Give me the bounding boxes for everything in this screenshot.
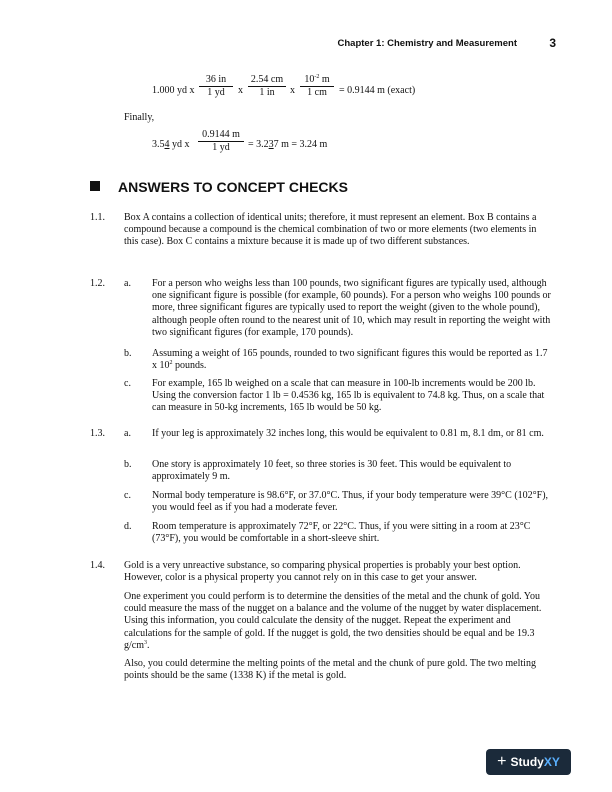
logo-name-a: Study bbox=[510, 755, 544, 769]
eq1-fraction-2-denominator: 1 in bbox=[259, 87, 275, 98]
chapter-title: Chapter 1: Chemistry and Measurement bbox=[337, 38, 517, 49]
eq2-lead-c: yd x bbox=[169, 139, 190, 150]
part-text: For example, 165 lb weighed on a scale that can measure in 100-lb increments would be 200 lb. Using the conversion factor 1 lb = 0.4536 kg, 165 lb is equivalent to 74.8 kg. Thus, on a scale that can measure in 50-kg increments, 165 lb would be 50 kg. bbox=[152, 378, 545, 414]
eq1-fraction-3-denominator: 1 cm bbox=[307, 87, 327, 98]
eq2-fraction-denominator: 1 yd bbox=[212, 142, 230, 153]
eq1-f3-unit: m bbox=[319, 74, 330, 85]
part-letter: b. bbox=[124, 348, 132, 359]
plus-icon: + bbox=[497, 753, 507, 770]
part-text-post: pounds. bbox=[172, 360, 207, 372]
eq1-f3-base: 10 bbox=[304, 74, 315, 85]
part-text: If your leg is approximately 32 inches long, this would be equivalent to 0.81 m, 8.1 dm, or 81 cm. bbox=[152, 428, 544, 439]
part-text-pre: Assuming a weight of 165 pounds, rounded to two significant figures this would be reported as 1.7 x 10 bbox=[152, 348, 548, 372]
part-text: Normal body temperature is 98.6°F, or 37.0°C. Thus, if your body temperature were 39°C (102°F), you would feel as if you had a moderate fever. bbox=[152, 490, 549, 514]
eq2-result-uncertain-digit: 3 bbox=[268, 139, 274, 150]
part-text bbox=[152, 348, 552, 372]
eq1-fraction-1-denominator: 1 yd bbox=[207, 87, 225, 98]
part-text: For a person who weighs less than 100 pounds, two significant figures are typically used, although one significant figure is possible (for example, 60 pounds). For a person who weighs 100 pounds or more, three significant figures are typically used to report the weight (given to the whole pound), although people often round to the nearest unit of 10, which may result in reporting the weight with two significant figures (for example, 170 pounds). bbox=[152, 278, 551, 338]
part-letter: c. bbox=[124, 378, 131, 389]
eq1-fraction-3 bbox=[300, 74, 334, 99]
eq1-f3-exponent: -2 bbox=[314, 74, 320, 80]
part-letter: b. bbox=[124, 459, 132, 470]
eq1-times-2: x bbox=[290, 85, 295, 96]
answer-number: 1.3. bbox=[90, 428, 105, 439]
part-letter: d. bbox=[124, 521, 132, 532]
eq1-fraction-1-numerator: 36 in bbox=[199, 74, 233, 87]
eq1-fraction-2-numerator: 2.54 cm bbox=[248, 74, 286, 87]
part-letter: a. bbox=[124, 278, 131, 289]
section-heading: ANSWERS TO CONCEPT CHECKS bbox=[118, 179, 348, 195]
eq1-fraction-1 bbox=[199, 74, 233, 99]
answer-number: 1.2. bbox=[90, 278, 105, 289]
eq1-result: = 0.9144 m (exact) bbox=[339, 85, 416, 96]
eq2-lead bbox=[152, 139, 190, 151]
paragraph-2-post: . bbox=[147, 639, 150, 651]
part-text: Room temperature is approximately 72°F, or 22°C. Thus, if you were sitting in a room at 23°C (73°F), you would be comfortable in a short-sleeve shirt. bbox=[152, 521, 531, 545]
eq1-lead: 1.000 yd x bbox=[152, 85, 195, 96]
answer-paragraph-3: Also, you could determine the melting points of the metal and the chunk of pure gold. The two melting points should be the same (1338 K) if the metal is gold. bbox=[124, 658, 536, 682]
page-number: 3 bbox=[549, 36, 556, 50]
studyxy-logo[interactable] bbox=[486, 749, 571, 775]
finally-label: Finally, bbox=[124, 112, 155, 123]
part-letter: c. bbox=[124, 490, 131, 501]
answer-text: Box A contains a collection of identical units; therefore, it must represent an element. Box B contains a compound because a compound is the chemical combination of two or more elements (two elements in this case). Box C contains a mixture because it is made up of two different substances. bbox=[124, 212, 537, 248]
eq1-times-1: x bbox=[238, 85, 243, 96]
eq2-result bbox=[248, 139, 327, 151]
eq1-fraction-3-numerator bbox=[300, 74, 334, 87]
eq2-result-c: 7 m = 3.24 m bbox=[273, 139, 328, 150]
heading-bullet-square bbox=[90, 181, 100, 191]
logo-name-b: XY bbox=[543, 755, 560, 769]
part-text: One story is approximately 10 feet, so three stories is 30 feet. This would be equivalent to approximately 9 m. bbox=[152, 459, 512, 483]
eq2-result-a: = 3.2 bbox=[248, 139, 269, 150]
answer-paragraph-1: Gold is a very unreactive substance, so comparing physical properties is probably your best option. However, color is a physical property you cannot rely on in this case to get your answer. bbox=[124, 560, 521, 584]
eq1-fraction-2 bbox=[248, 74, 286, 99]
paragraph-2-exponent: 3 bbox=[144, 639, 147, 646]
eq2-fraction-numerator: 0.9144 m bbox=[198, 129, 244, 142]
answer-number: 1.1. bbox=[90, 212, 105, 223]
answer-paragraph-2 bbox=[124, 591, 552, 652]
eq2-lead-a: 3.5 bbox=[152, 139, 165, 150]
eq2-lead-uncertain-digit: 4 bbox=[164, 139, 170, 150]
answer-number: 1.4. bbox=[90, 560, 105, 571]
part-text-exponent: 2 bbox=[169, 360, 173, 367]
eq2-fraction bbox=[198, 129, 244, 154]
paragraph-2-pre: One experiment you could perform is to determine the densities of the metal and the chunk of gold. You could measure the mass of the nugget on a balance and the volume of the nugget by water displacement. Using this information, you could calculate the density of the nugget. Repeat the experiment and calculations for the sample of gold. If the nugget is gold, the two densities should be equal and be 19.3 g/cm bbox=[124, 591, 542, 651]
part-letter: a. bbox=[124, 428, 131, 439]
